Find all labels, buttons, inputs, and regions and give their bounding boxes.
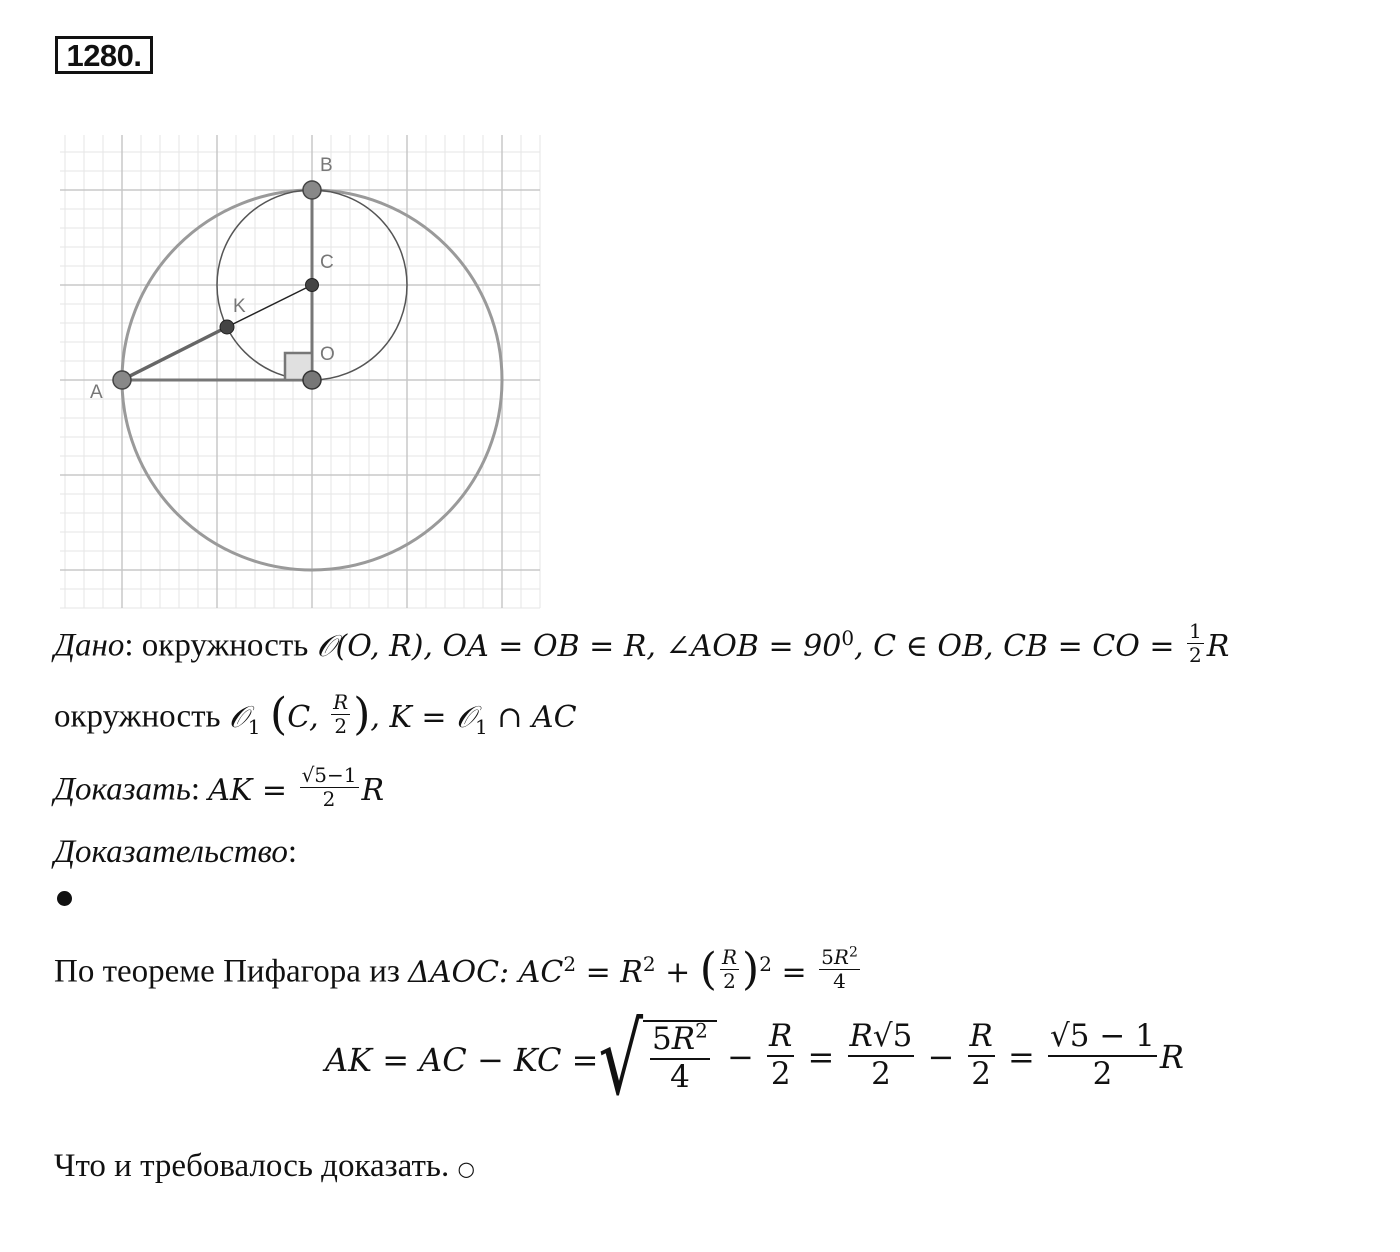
segment-AK [122,327,227,380]
point-B [303,181,321,199]
sqrt-expression: √ $\frac{5R^2}{4}$ [598,1020,716,1099]
prove-line: Доказать: AK = $\frac{√5-1}{2}$ R [54,763,385,811]
label-C: C [320,252,334,273]
pythagoras-line [54,944,863,999]
point-K [220,320,234,334]
bullet-marker [57,891,72,906]
given-line-2 [54,689,577,744]
conclusion-text: Что и требовалось доказать. [54,1148,450,1184]
given-line-1: Дано: окружность 𝒪(O, R), OA = OB = R, ∠AOB = $90^0$, C ∈ OB, CB = CO = $\frac{1}{2}$ R [54,619,1230,667]
geometry-figure [55,130,545,612]
label-K: K [233,296,246,317]
conclusion-line [54,1148,475,1185]
label-O: O [320,344,335,365]
label-A: A [90,382,103,403]
given-math-1: 𝒪(O, R), OA = OB = R, ∠AOB = $90^0$, C ∈ OB, CB = CO = $\frac{1}{2}$ R [316,619,1230,667]
proof-label: Доказательство [54,834,288,870]
point-O [303,371,321,389]
prove-label: Доказать [54,771,191,808]
label-B: B [320,155,333,176]
prove-math: AK = $\frac{√5-1}{2}$ R [208,763,385,811]
given-math-2: 𝒪$_1$ (C, $\frac{R}{2}$ ), K = 𝒪$_1$ ∩ AC [228,689,577,740]
given-text-1: окружность [141,627,309,664]
problem-number: 1280. [55,36,153,74]
point-C [306,279,319,292]
given-text-2: окружность [54,698,221,735]
pythagoras-math: ΔAOC: $AC^2 = R^2$ + ( $\frac{R}{2}$ )$^2$ = $\frac{5R^2}{4}$ [408,944,858,995]
main-equation: AK = AC − KC = √ $\frac{5R^2}{4}$ − $\frac{R}{2}$ = $\frac{R√5}{2}$ − $\frac{R}{2}$ = $\frac{√5 - 1}{2}$ R [325,1002,1184,1118]
pythagoras-text: По теореме Пифагора из [54,953,400,990]
given-label: Дано [54,627,125,664]
point-A [113,371,131,389]
proof-label-line: Доказательство: [54,834,298,870]
end-of-proof-icon: ○ [457,1156,475,1181]
